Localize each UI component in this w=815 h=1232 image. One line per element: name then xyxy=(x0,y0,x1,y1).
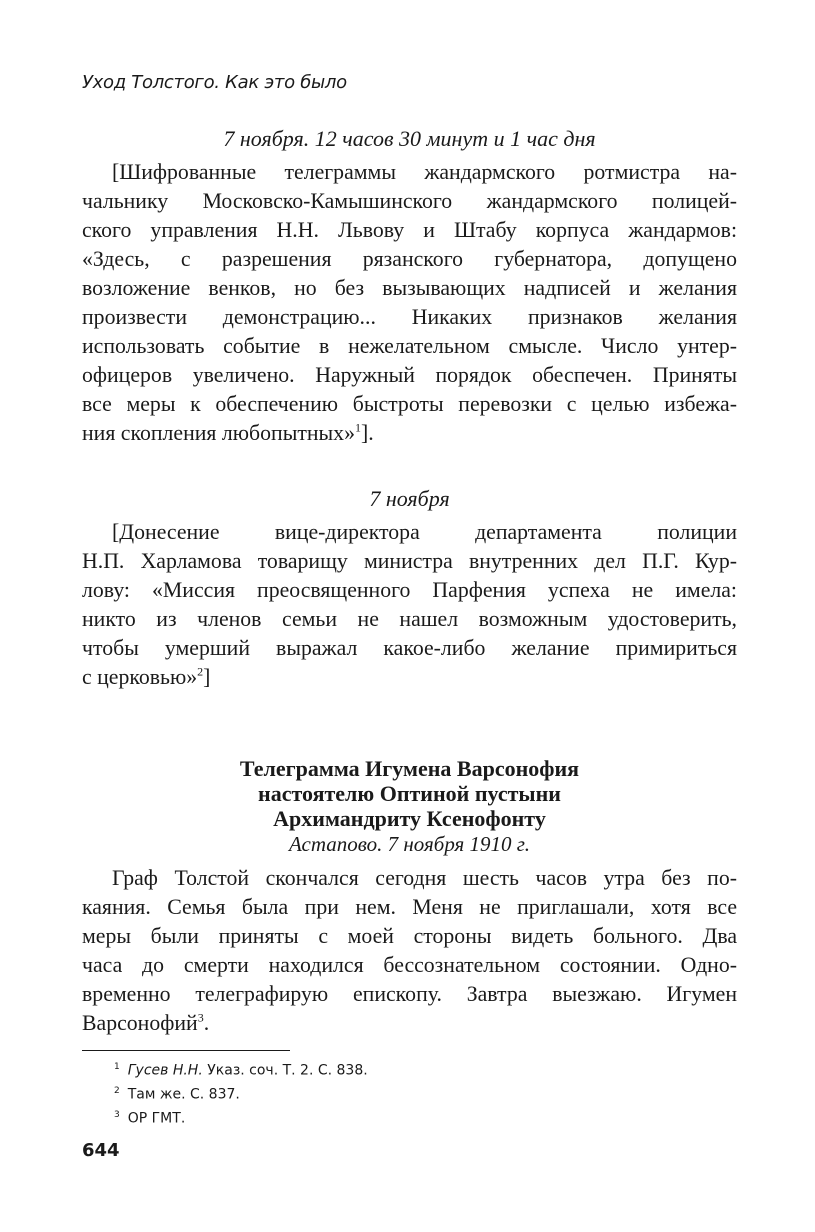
text-line-last xyxy=(82,1009,737,1038)
paragraph-telegrams xyxy=(82,158,737,448)
text-line: офицеров увеличено. Наружный порядок обеспечен. Приняты xyxy=(82,363,737,387)
section-date-2: 7 ноября xyxy=(369,486,450,511)
footnote-ref[interactable]: 1 xyxy=(354,420,361,435)
telegram-heading xyxy=(82,756,737,857)
footnote-3 xyxy=(114,1106,185,1128)
book-page xyxy=(82,0,737,1232)
page-number: 644 xyxy=(82,1140,120,1161)
footnote-ref[interactable]: 3 xyxy=(197,1010,204,1025)
footnote-mark: 3 xyxy=(114,1110,120,1120)
text-line: «Здесь, с разрешения рязанского губернатора, допущено xyxy=(82,247,737,271)
heading-line: настоятелю Оптиной пустыни xyxy=(258,781,561,806)
running-head: Уход Толстого. Как это было xyxy=(82,72,347,93)
text-line: временно телеграфирую епископу. Завтра выезжаю. Игумен xyxy=(82,982,737,1006)
text-line: [Шифрованные телеграммы жандармского ротмистра на- xyxy=(112,160,737,184)
footnote-mark: 1 xyxy=(114,1062,120,1072)
text-line: меры были приняты с моей стороны видеть больного. Два xyxy=(82,924,737,948)
text-line: никто из членов семьи не нашел возможным удостоверить, xyxy=(82,607,737,631)
text-line: возложение венков, но без вызывающих надписей и желания xyxy=(82,276,737,300)
text-line: лову: «Миссия преосвященного Парфения успеха не имела: xyxy=(82,578,737,602)
section-date-1: 7 ноября. 12 часов 30 минут и 1 час дня xyxy=(223,126,596,151)
footnote-1 xyxy=(114,1058,368,1080)
text-line: Н.П. Харламова товарищу министра внутренних дел П.Г. Кур- xyxy=(82,549,737,573)
text-line: [Донесение вице-директора департамента полиции xyxy=(112,520,737,544)
text-line: чальнику Московско-Камышинского жандармского полицей- xyxy=(82,189,737,213)
footnote-text: Там же. С. 837. xyxy=(127,1086,240,1103)
heading-subtitle: Астапово. 7 ноября 1910 г. xyxy=(289,832,530,856)
footnote-ref[interactable]: 2 xyxy=(197,664,204,679)
text-line: чтобы умерший выражал какое-либо желание примириться xyxy=(82,636,737,660)
text-fragment: Варсонофий xyxy=(82,1011,198,1035)
paragraph-report xyxy=(82,518,737,692)
text-line: Граф Толстой скончался сегодня шесть часов утра без по- xyxy=(112,866,737,890)
text-line: ского управления Н.Н. Львову и Штабу корпуса жандармов: xyxy=(82,218,737,242)
footnote-divider xyxy=(82,1050,290,1051)
text-line: каяния. Семья была при нем. Меня не приглашали, хотя все xyxy=(82,895,737,919)
closing-period: . xyxy=(203,1011,210,1035)
closing-bracket: ] xyxy=(203,665,211,689)
heading-line: Телеграмма Игумена Варсонофия xyxy=(239,756,580,781)
heading-line: Архимандриту Ксенофонту xyxy=(273,806,546,831)
footnote-2 xyxy=(114,1082,240,1104)
text-line-last xyxy=(82,419,737,448)
text-fragment: ния скопления любопытных» xyxy=(82,421,355,445)
text-line: произвести демонстрацию... Никаких признаков желания xyxy=(82,305,737,329)
paragraph-telegram xyxy=(82,864,737,1038)
footnote-text: Указ. соч. Т. 2. С. 838. xyxy=(202,1062,368,1079)
footnote-text: ОР ГМТ. xyxy=(127,1110,186,1127)
text-line: использовать событие в нежелательном смысле. Число унтер- xyxy=(82,334,737,358)
footnote-author: Гусев Н.Н. xyxy=(127,1062,203,1079)
text-fragment: с церковью» xyxy=(82,665,198,689)
text-line: все меры к обеспечению быстроты перевозки с целью избежа- xyxy=(82,392,737,416)
text-line-last xyxy=(82,663,737,692)
text-line: часа до смерти находился бессознательном состоянии. Одно- xyxy=(82,953,737,977)
footnote-mark: 2 xyxy=(114,1086,120,1096)
closing-bracket: ]. xyxy=(360,421,374,445)
